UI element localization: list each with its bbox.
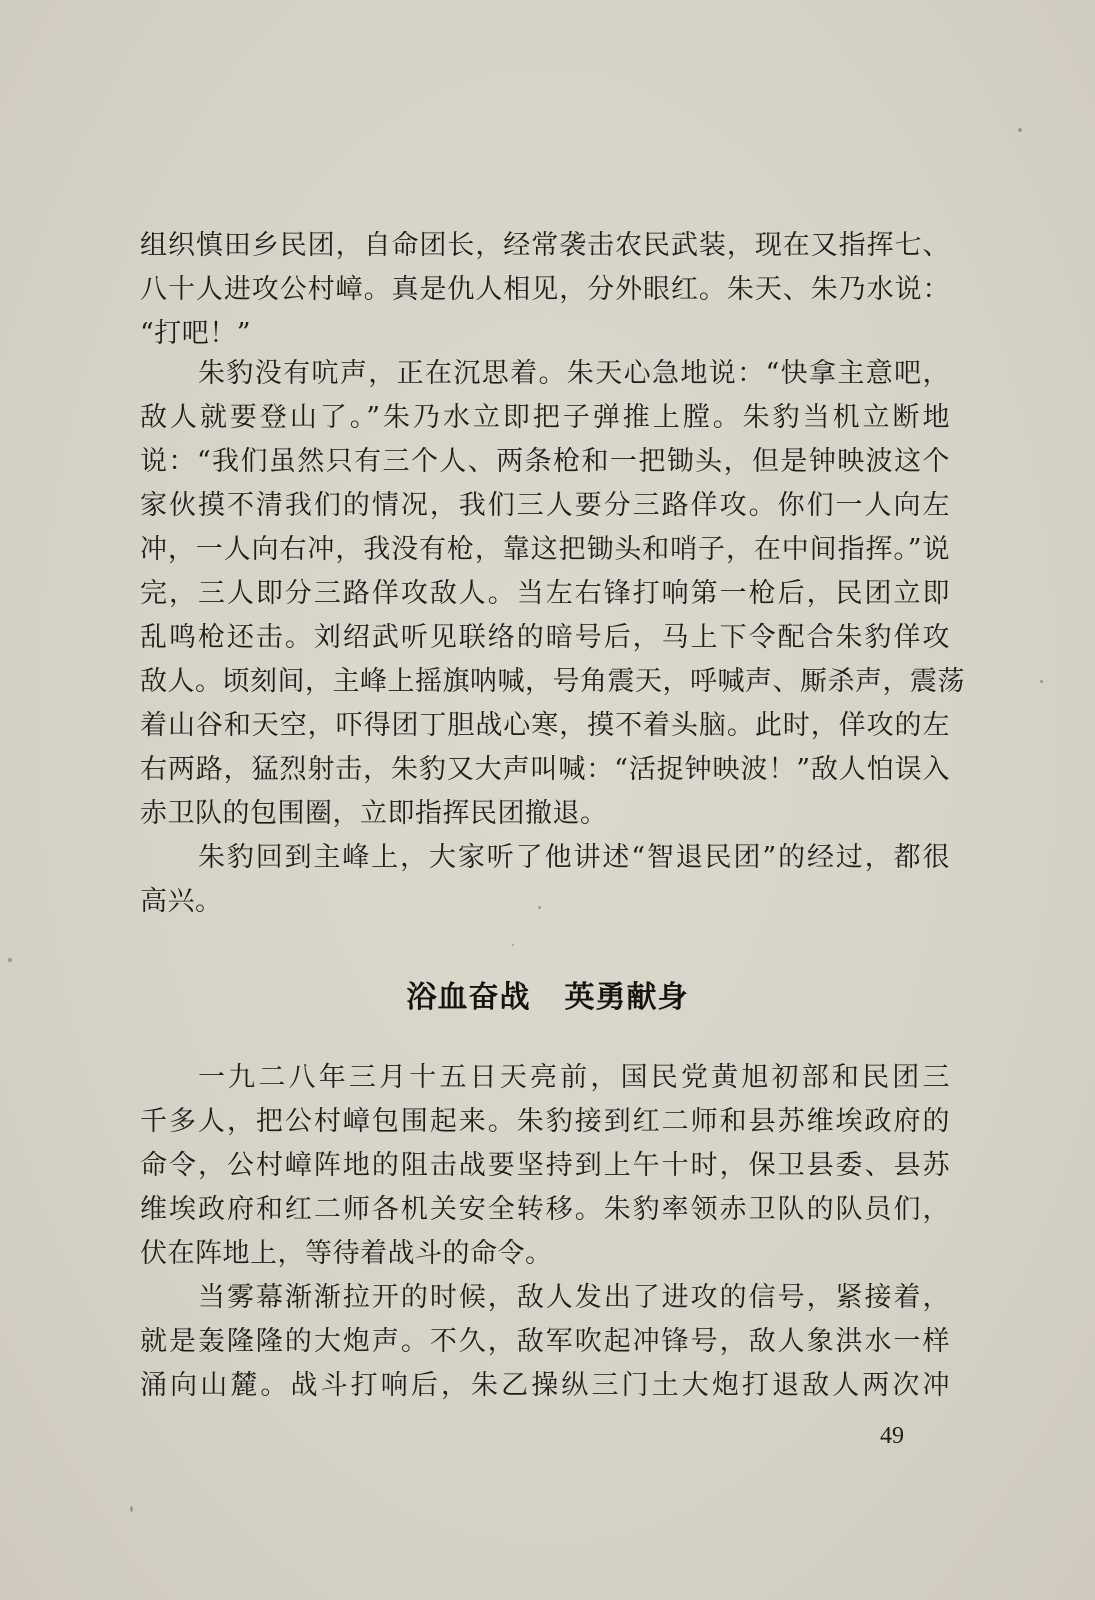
text-line: 敌人就要登山了。”朱乃水立即把子弹推上膛。朱豹当机立断地 — [140, 402, 950, 433]
text-line: 高兴。 — [140, 886, 223, 917]
scan-speck — [512, 944, 514, 946]
section-heading-part-2: 英勇献身 — [564, 980, 689, 1015]
text-line: 伏在阵地上，等待着战斗的命令。 — [140, 1238, 553, 1269]
text-line: 命令，公村嶂阵地的阻击战要坚持到上午十时，保卫县委、县苏 — [140, 1150, 950, 1181]
section-heading-part-1: 浴血奋战 — [406, 980, 531, 1015]
scan-speck — [130, 1506, 133, 1512]
text-line: 冲，一人向右冲，我没有枪，靠这把锄头和哨子，在中间指挥。”说 — [140, 534, 950, 565]
text-line: 当雾幕渐渐拉开的时候，敌人发出了进攻的信号，紧接着， — [198, 1282, 950, 1313]
scan-speck — [538, 906, 541, 909]
text-line: 右两路，猛烈射击，朱豹又大声叫喊：“活捉钟映波！”敌人怕误入 — [140, 754, 950, 785]
text-line: 八十人进攻公村嶂。真是仇人相见，分外眼红。朱天、朱乃水说： — [140, 274, 950, 305]
text-line: 赤卫队的包围圈，立即指挥民团撤退。 — [140, 798, 608, 829]
text-line: 维埃政府和红二师各机关安全转移。朱豹率领赤卫队的队员们， — [140, 1194, 950, 1225]
text-line: “打吧！” — [140, 318, 252, 349]
text-line: 家伙摸不清我们的情况，我们三人要分三路佯攻。你们一人向左 — [140, 490, 950, 521]
text-line: 朱豹回到主峰上，大家听了他讲述“智退民团”的经过，都很 — [198, 842, 950, 873]
text-line: 千多人，把公村嶂包围起来。朱豹接到红二师和县苏维埃政府的 — [140, 1106, 950, 1137]
scan-speck — [8, 958, 12, 962]
text-line: 涌向山麓。战斗打响后，朱乙操纵三门土大炮打退敌人两次冲 — [140, 1370, 950, 1401]
text-line: 就是轰隆隆的大炮声。不久，敌军吹起冲锋号，敌人象洪水一样 — [140, 1326, 950, 1357]
page-number: 49 — [880, 1423, 904, 1449]
text-line: 完，三人即分三路佯攻敌人。当左右锋打响第一枪后，民团立即 — [140, 578, 950, 609]
text-line: 着山谷和天空，吓得团丁胆战心寒，摸不着头脑。此时，佯攻的左 — [140, 710, 950, 741]
text-line: 组织慎田乡民团，自命团长，经常袭击农民武装，现在又指挥七、 — [140, 230, 950, 261]
section-heading — [0, 972, 1095, 1016]
text-line: 敌人。顷刻间，主峰上摇旗呐喊，号角震天，呼喊声、厮杀声，震荡 — [140, 666, 965, 697]
text-line: 说：“我们虽然只有三个人、两条枪和一把锄头，但是钟映波这个 — [140, 446, 950, 477]
scan-speck — [1040, 680, 1043, 683]
text-line: 一九二八年三月十五日天亮前，国民党黄旭初部和民团三 — [198, 1062, 950, 1093]
text-line: 朱豹没有吭声，正在沉思着。朱天心急地说：“快拿主意吧， — [198, 358, 950, 389]
text-line: 乱鸣枪还击。刘绍武听见联络的暗号后，马上下令配合朱豹佯攻 — [140, 622, 950, 653]
scan-speck — [1018, 128, 1022, 132]
